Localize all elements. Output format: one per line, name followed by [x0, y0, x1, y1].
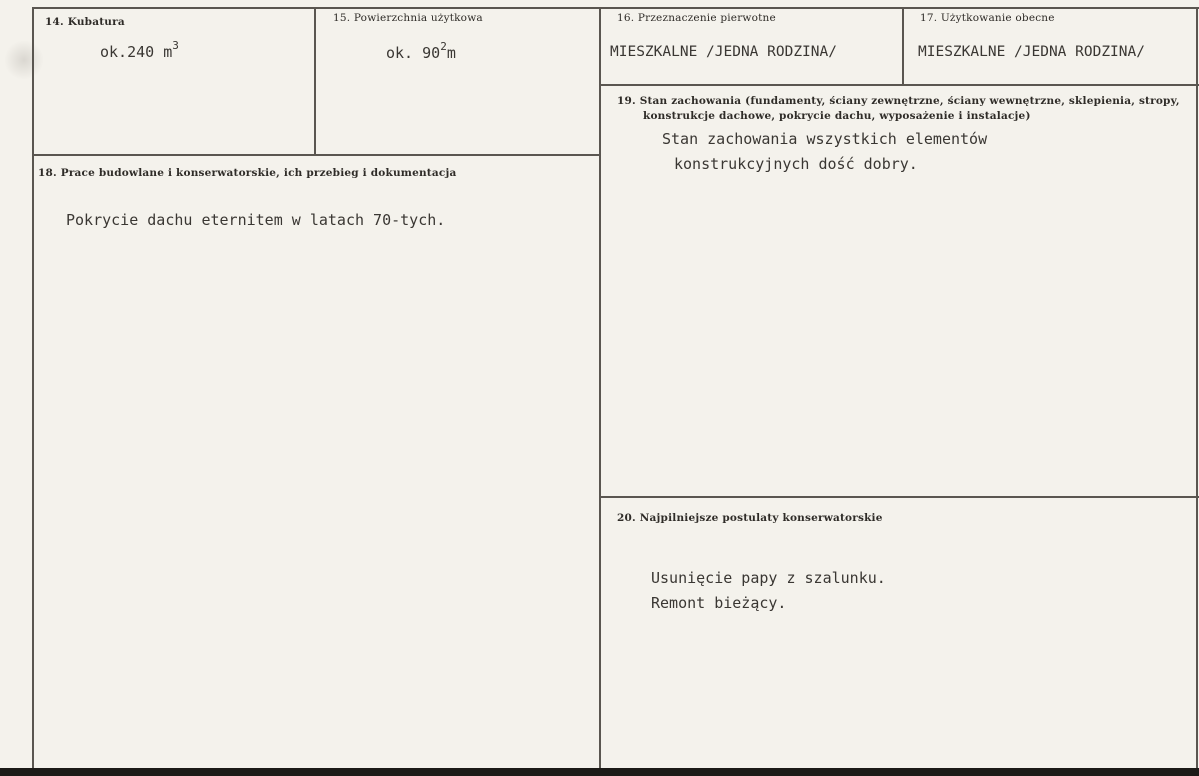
field-19-value-line2: konstrukcyjnych dość dobry. [674, 155, 918, 173]
row1-bottom-left [32, 154, 600, 156]
field-15-value [386, 42, 456, 62]
field-20-value-line1: Usunięcie papy z szalunku. [651, 569, 886, 587]
row1-bottom-right [902, 84, 1199, 86]
field-14-unit-superscript: 3 [172, 39, 179, 52]
col3-divider [902, 7, 904, 85]
field-20-value-line2: Remont bieżący. [651, 594, 787, 612]
field-14-label: 14. Kubatura [45, 16, 125, 28]
middle-divider [599, 7, 601, 768]
field-15-superscript: 2 [440, 40, 447, 53]
left-border [32, 7, 34, 768]
right-border [1196, 7, 1198, 768]
col1-divider [314, 7, 316, 155]
field-18-value: Pokrycie dachu eternitem w latach 70-tych. [66, 211, 446, 229]
field-15-label: 15. Powierzchnia użytkowa [333, 12, 483, 24]
row1-bottom-mid [600, 84, 902, 86]
field-16-value: MIESZKALNE /JEDNA RODZINA/ [610, 44, 837, 60]
field-14-value-text: ok.240 m [100, 43, 173, 61]
field-15-value-text: ok. 90 [386, 44, 441, 62]
field-18-label: 18. Prace budowlane i konserwatorskie, ich przebieg i dokumentacja [38, 167, 457, 179]
field-19-label: 19. Stan zachowania (fundamenty, ściany zewnętrzne, ściany wewnętrzne, sklepienia, stropy, [617, 95, 1180, 107]
field-19-label-continued: konstrukcje dachowe, pokrycie dachu, wyposażenie i instalacje) [643, 110, 1031, 122]
field-17-value: MIESZKALNE /JEDNA RODZINA/ [918, 44, 1145, 60]
section19-bottom [600, 496, 1199, 498]
field-20-label: 20. Najpilniejsze postulaty konserwatorskie [617, 512, 883, 524]
top-border [32, 7, 1199, 9]
field-19-value-line1: Stan zachowania wszystkich elementów [662, 130, 988, 148]
field-15-unit: m [446, 44, 456, 62]
field-17-label: 17. Użytkowanie obecne [920, 12, 1055, 24]
paper-smudge [4, 40, 44, 80]
field-14-value [100, 41, 179, 61]
field-16-label: 16. Przeznaczenie pierwotne [617, 12, 776, 24]
